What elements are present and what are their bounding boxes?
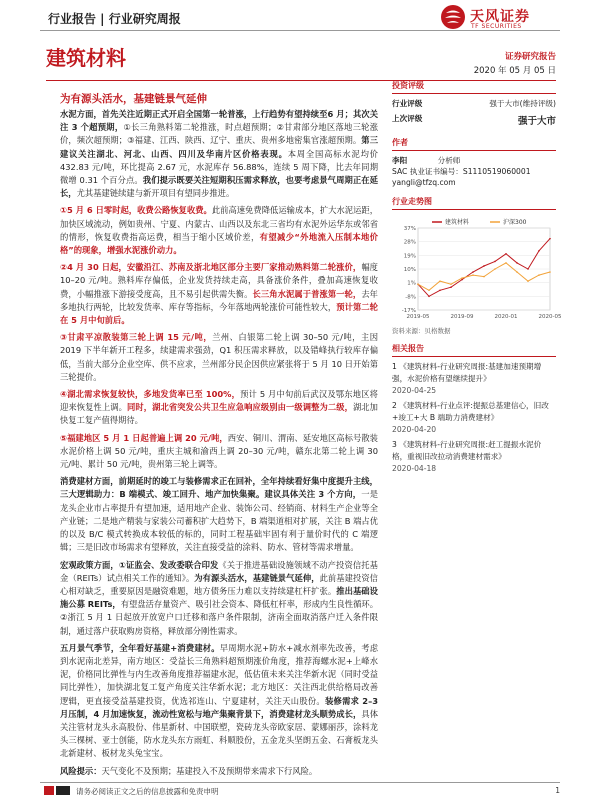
body-paragraph	[60, 204, 378, 257]
author-role: 分析师	[437, 156, 461, 165]
paragraph-segment: ①证监会、发改委联合印发	[118, 559, 219, 570]
y-tick-label: 19%	[403, 253, 416, 260]
paragraph-segment: 前期延时的竣工与装修需求正在回补，全年持续看好集中度提升主线，三大逻辑助力：B 端模式、竣工回升、地产加快集聚。建议具体关注 3 个方向，	[60, 476, 378, 500]
body-paragraph	[60, 642, 378, 761]
x-tick-label: 2019-09	[450, 314, 474, 320]
body-paragraph	[60, 331, 378, 384]
chart-source: 资料来源：贝格数据	[392, 327, 451, 335]
series-point-1	[439, 280, 441, 282]
author-title: 作者	[392, 135, 556, 151]
paragraph-segment: 去年多地执行两轮，比较发货率、库存等指标，今年落地两轮涨价可能性较大，	[60, 288, 378, 312]
related-report-date: 2020-04-20	[392, 425, 437, 434]
body-paragraph	[60, 475, 378, 554]
related-report-title: 1 《建筑材料-行业研究周报:基建加速预期增强，水泥价格有望继续提升》	[392, 362, 542, 383]
trend-title: 行业走势图	[392, 194, 556, 210]
paragraph-segment: 《关于推进基础设施领域不动产投资信托基金（REITs）试点相关工作的通知》。	[60, 559, 378, 583]
x-tick-label: 2020-01	[494, 314, 518, 320]
body-paragraph	[60, 261, 378, 327]
sidebar	[392, 78, 562, 478]
x-tick-label: 2019-05	[406, 314, 430, 320]
related-report-item[interactable]	[392, 400, 556, 436]
industry-rating-row	[392, 96, 556, 111]
series-point-1	[516, 271, 518, 273]
paragraph-segment: 宏观政策方面，	[60, 559, 119, 570]
series-point-0	[439, 289, 441, 291]
series-point-1	[505, 262, 507, 264]
paragraph-segment: 西安、铜川、渭南、延安地区高标号散装水泥价格上调 50 元/吨，重庆主城和渝西上调 20–30 元/吨，赣东北第二轮上调 30 元/吨、累计 50 元/吨，贵州第三轮上调等。	[60, 432, 378, 470]
y-tick-label: 28%	[403, 239, 416, 246]
series-line-0	[418, 239, 550, 297]
series-point-1	[494, 268, 496, 270]
y-tick-label: 37%	[403, 226, 416, 232]
paragraph-segment: 风险提示：	[60, 765, 102, 776]
related-report-date: 2020-04-18	[392, 464, 437, 473]
paragraph-segment: ④湖北需求恢复较快，多地发货率已至 100%，	[60, 389, 241, 400]
paragraph-segment: 湖北加快复工复产值得期待。	[60, 402, 378, 426]
series-point-0	[428, 296, 430, 298]
series-point-1	[549, 271, 551, 273]
author-block	[392, 155, 556, 188]
paragraph-segment: 水泥方面，首先关注近期正式开启全国第一轮普涨，上行趋势有望持续至6 月；其次关注 3 个超预期，	[60, 109, 378, 133]
series-point-1	[483, 276, 485, 278]
related-report-item[interactable]	[392, 439, 556, 475]
legend-label-1: 沪深300	[503, 219, 527, 226]
paragraph-segment: 我们提示既要关注短期积压需求释放，也要考虑景气周期正在延长，	[60, 175, 378, 199]
series-point-0	[505, 253, 507, 255]
prev-rating-row	[392, 111, 556, 129]
series-point-0	[483, 265, 485, 267]
paragraph-segment: 此前基建投资信心相对缺乏，重要原因是融资难题，地方债务压力难以支持续建杠杆扩张。	[60, 572, 378, 596]
paragraph-segment: 兰州、白银第二轮上调 30–50 元/吨，主因 2019 下半年新开工程多，续建需求强劲，Q1 积压需求释放，以及错峰执行较库存偏低，当前大部分企业空库、供不应求，兰州部分民企因供应紧张将于 5 月 10 日开始第三轮提价。	[60, 332, 378, 382]
paragraph-segment: ⑤福建地区 5 月 1 日起普遍上调 20 元/吨，	[60, 432, 228, 443]
paragraph-segment: 五月景气季节，全年看好基建+消费建材。	[60, 642, 220, 653]
industry-rating-label: 行业评级	[392, 99, 423, 108]
body-paragraph	[60, 108, 378, 200]
y-tick-label: 10%	[403, 267, 416, 273]
legend-label-0: 建筑材料	[445, 219, 470, 226]
body-paragraph	[60, 388, 378, 428]
paragraph-segment: 幅度 10–20 元/吨。熟料库存偏低，企业发货持续走高，具备涨价条件，叠加高速恢复收费，小幅推涨下游接受度高，且不易引起供需失衡。	[60, 262, 378, 299]
series-point-0	[472, 271, 474, 273]
series-point-0	[461, 279, 463, 281]
series-point-1	[450, 283, 452, 285]
prev-rating-label: 上次评级	[392, 114, 423, 123]
paragraph-segment: 预计 5 月中旬前后武汉及鄂东地区将迎来恢复性上调。	[60, 389, 378, 413]
series-point-1	[461, 277, 463, 279]
series-point-1	[527, 280, 529, 282]
main-body	[60, 108, 378, 782]
header-left: 行业报告 | 行业研究周报	[48, 12, 181, 26]
series-point-1	[417, 283, 419, 285]
report-date: 2020 年 05 月 05 日	[473, 66, 556, 76]
related-title: 相关报告	[392, 341, 556, 357]
footer-divider	[40, 782, 560, 783]
author-sac: SAC 执业证书编号：S1110519060001	[392, 167, 531, 176]
series-point-0	[538, 250, 540, 252]
paragraph-segment: 尤其基建链续建与新开项目有望同步推进。	[76, 188, 235, 199]
page-number: 1	[555, 786, 560, 795]
series-point-0	[494, 261, 496, 263]
paragraph-segment: ①5 月 6 日零时起，收费公路恢复收费。	[60, 205, 212, 216]
tf-securities-icon	[44, 785, 70, 796]
series-point-0	[450, 286, 452, 288]
series-point-1	[428, 289, 430, 291]
report-type: 证券研究报告	[504, 52, 556, 62]
y-tick-label: -17%	[401, 308, 416, 314]
trend-chart	[392, 214, 562, 324]
paragraph-segment: 早周期水泥+防水+减水剂率先改善，考虑到水泥南北差异，南方地区：受益长三角熟料超预期涨价角度，推荐海螺水泥+上峰水泥，价格同比弹性与内生改善角度推荐福建水泥，低估值未来关注华新水泥（同时受益同比弹性），加快湖北复工复产角度关注华新水泥；北方地区：关注西北供给格局改善逻辑，更直接受益基建投资，优选祁连山、宁夏建材，关注天山股份。	[60, 642, 378, 706]
report-headline: 为有源头活水，基建链景气延伸	[60, 93, 207, 105]
related-report-title: 2 《建筑材料-行业点评:提振总基建信心，旧改+竣工+大 B 端助力消费建材》	[392, 401, 549, 422]
paragraph-segment: 推出基础设施公募 REITs，	[60, 585, 378, 610]
paragraph-segment: 天气变化不及预期；基建投入不及预期带来需求下行风险。	[101, 765, 318, 776]
industry-rating-value: 强于大市(维持评级)	[489, 99, 556, 108]
related-report-date: 2020-04-25	[392, 386, 437, 395]
prev-rating-value: 强于大市	[517, 116, 556, 127]
document-title: 建筑材料	[46, 46, 126, 70]
related-report-title: 3 《建筑材料-行业研究周报:赶工提振水泥价格，重视旧改拉动消费建材需求》	[392, 440, 542, 461]
paragraph-segment: 为有源头活水，基建链景气延伸，	[194, 572, 320, 583]
paragraph-segment: 具体关注管材龙头永高股份、伟星新材、中国联塑，瓷砖龙头帝欧家居、蒙娜丽莎，涂料龙头三棵树、亚士创能，防水龙头东方雨虹、科顺股份，五金龙头坚朗五金、石膏板龙头北新建材、板材龙头兔宝宝。	[60, 708, 378, 759]
series-point-0	[549, 238, 551, 240]
body-paragraph	[60, 765, 378, 778]
x-tick-label: 2020-05	[538, 314, 562, 320]
paragraph-segment: 一是龙头企业市占率提升有望加速，适用地产企业、装饰公司、经销商、材料生产企业等全产业链；二是地产精装与家装公司蓄积扩大趋势下，B 端渠道相对扩展，关注 B 端占优的以及 B/C 模式转换成本较低的标的，同时工程基础牢固有利于量价时代的 C 端逻辑；三是旧改市场需求有望释放，关注直接受益的涂料、防水、管材等需求增量。	[60, 489, 378, 553]
y-tick-label: -8%	[405, 294, 416, 301]
footer-disclaimer: 请务必阅读正文之后的信息披露和免责申明	[76, 787, 219, 796]
series-point-1	[538, 274, 540, 276]
body-paragraph	[60, 432, 378, 472]
header-divider	[40, 30, 560, 31]
logo-text-en: TF SECURITIES	[471, 23, 522, 30]
paragraph-segment: ①长三角熟料第二轮推涨，时点超预期；②甘肃部分地区落地三轮涨价，频次超预期；③福建、江西、陕西、辽宁、重庆、贵州多地密集官涨超预期。	[60, 122, 378, 146]
paragraph-segment: 消费建材方面，	[60, 476, 119, 487]
author-email[interactable]: yangli@tfzq.com	[392, 178, 456, 187]
logo-text-cn: 天风证券	[470, 9, 530, 25]
series-point-0	[527, 268, 529, 270]
paragraph-segment: 同时，湖北省突发公共卫生应急响应级别由一级调整为二级，	[126, 402, 353, 413]
invest-rating-title: 投资评级	[392, 78, 556, 94]
paragraph-segment: ③甘肃平凉散装第三轮上调 15 元/吨，	[60, 332, 213, 343]
related-report-item[interactable]	[392, 361, 556, 397]
y-tick-label: 1%	[407, 280, 416, 287]
series-point-0	[516, 262, 518, 264]
related-list	[392, 361, 556, 475]
paragraph-segment: 第三建议关注湖北、河北、山西、四川及华南片区价格表现。	[60, 135, 378, 159]
paragraph-segment: 有望减少“外地流入压制本地价格”的现象，增强水泥涨价动力。	[60, 231, 378, 256]
paragraph-segment: 长三角水泥属于普涨第一轮，	[252, 288, 362, 299]
trend-chart-svg	[392, 214, 562, 324]
body-paragraph	[60, 559, 378, 638]
paragraph-segment: 此前高速免费降低运输成本，扩大水泥运距，加快区域流动，例如贵州、宁夏、内蒙古、山西以及东北三省均有水泥外运华东或邻省的情形，恢复收费指高运费，相当于缩小区域价差，	[60, 205, 378, 242]
paragraph-segment: 本周全国高标水泥均价 432.83 元/吨，环比提高 2.67 元，水泥库存 56.88%，连续 5 周下降，比去年同期微增 0.31 个百分点。	[60, 148, 378, 186]
logo-mark-icon	[440, 4, 466, 30]
paragraph-segment: 有望盘活存量资产、吸引社会资本、降低杠杆率，形成内生良性循环。②浙江 5 月 1 日起放开放宽户口迁移和落户条件限制，济南全面取消落户迁入条件限制，通过落户获取购房资格，释放部分刚性需求。	[60, 599, 378, 636]
paragraph-segment: 装修需求 2–3 月压制，4 月加速恢复，流动性宽松与地产集聚背景下，消费建材龙头顺势成长，	[60, 695, 378, 719]
author-name: 李阳	[392, 156, 408, 165]
paragraph-segment: 预计第二轮在 5 月中旬前后。	[60, 301, 378, 326]
paragraph-segment: ②4 月 30 日起，安徽沿江、苏南及浙北地区部分主要厂家推动熟料第二轮涨价，	[60, 262, 362, 273]
series-point-1	[472, 274, 474, 276]
